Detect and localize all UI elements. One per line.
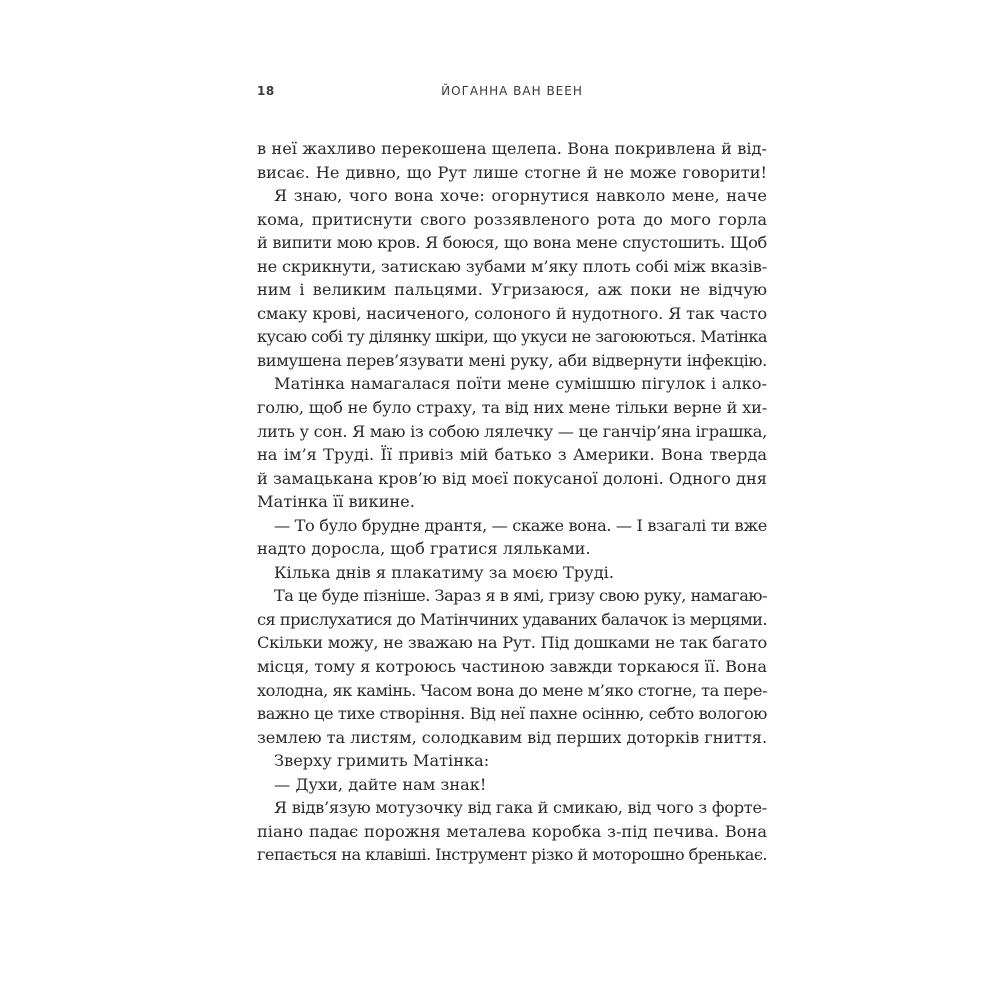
- text-line: й випити мою кров. Я боюся, що вона мене спустошить. Щоб: [257, 233, 768, 253]
- text-line: піано падає порожня металева коробка з-під печива. Вона: [257, 821, 767, 841]
- text-line: надто доросла, щоб гратися ляльками.: [257, 539, 591, 559]
- text-line: в неї жахливо перекошена щелепа. Вона покривлена й від-: [257, 139, 767, 158]
- text-line: землею та листям, солодкавим від перших доторків гниття.: [257, 727, 768, 747]
- running-head: [257, 84, 767, 104]
- text-line: висає. Не дивно, що Рут лише стогне й не може говорити!: [257, 162, 767, 182]
- text-line: Скільки можу, не зважаю на Рут. Під дошками не так багато: [257, 633, 767, 653]
- text-line: смаку крові, насиченого, солоного й нудотного. Я так часто: [257, 303, 767, 323]
- text-line: Та це буде пізніше. Зараз я в ямі, гризу свою руку, намагаю-: [274, 586, 768, 606]
- text-line: ним і великим пальцями. Угризаюся, аж поки не відчую: [257, 280, 767, 300]
- text-line: вимушена перев’язувати мені руку, аби відвернути інфекцію.: [257, 350, 767, 370]
- text-line: Зверху гримить Матінка:: [274, 751, 490, 771]
- text-line: кусаю собі ту ділянку шкіри, що укуси не загоюються. Матінка: [257, 327, 767, 347]
- text-line: важно це тихе створіння. Від неї пахне осінню, себто вологою: [257, 704, 767, 724]
- text-line: місця, тому я котроюсь частиною завжди торкаюся її. Вона: [257, 657, 767, 677]
- text-line: не скрикнути, затискаю зубами м’яку плоть собі між вказів-: [257, 256, 767, 276]
- text-line: Я відв’язую мотузочку від гака й смикаю, від чого з форте-: [274, 798, 768, 818]
- text-line: — То було брудне дрантя, — скаже вона. — І взагалі ти вже: [274, 515, 767, 535]
- text-line: на ім’я Труді. Її привіз мій батько з Америки. Вона тверда: [257, 445, 767, 465]
- text-line: Матінка її викине.: [257, 492, 415, 512]
- text-line: й замацькана кров’ю від моєї покусаної долоні. Одного дня: [257, 468, 767, 488]
- text-line: голю, щоб не було страху, та від них мене тільки верне й хи-: [257, 398, 767, 418]
- text-line: лить у сон. Я маю із собою лялечку — це ганчір’яна іграшка,: [257, 421, 768, 441]
- body-text: [257, 137, 767, 867]
- text-line: ся прислухатися до Матінчиних удаваних балачок із мерцями.: [257, 609, 768, 629]
- text-line: Матінка намагалася поїти мене сумішшю пігулок і алко-: [274, 374, 767, 394]
- text-line: — Духи, дайте нам знак!: [274, 774, 487, 794]
- text-line: холодна, як камінь. Часом вона до мене м’яко стогне, та пере-: [257, 680, 767, 700]
- text-line: гепається на клавіші. Інструмент різко й моторошно бренькає.: [257, 845, 767, 865]
- page-number: 18: [257, 84, 275, 98]
- text-line: кома, притиснути свого роззявленого рота до мого горла: [257, 209, 767, 229]
- text-line: Кілька днів я плакатиму за моєю Труді.: [274, 562, 615, 582]
- running-title: ЙОГАННА ВАН ВЕЕН: [441, 84, 583, 98]
- text-line: Я знаю, чого вона хоче: огорнутися навколо мене, наче: [274, 186, 767, 206]
